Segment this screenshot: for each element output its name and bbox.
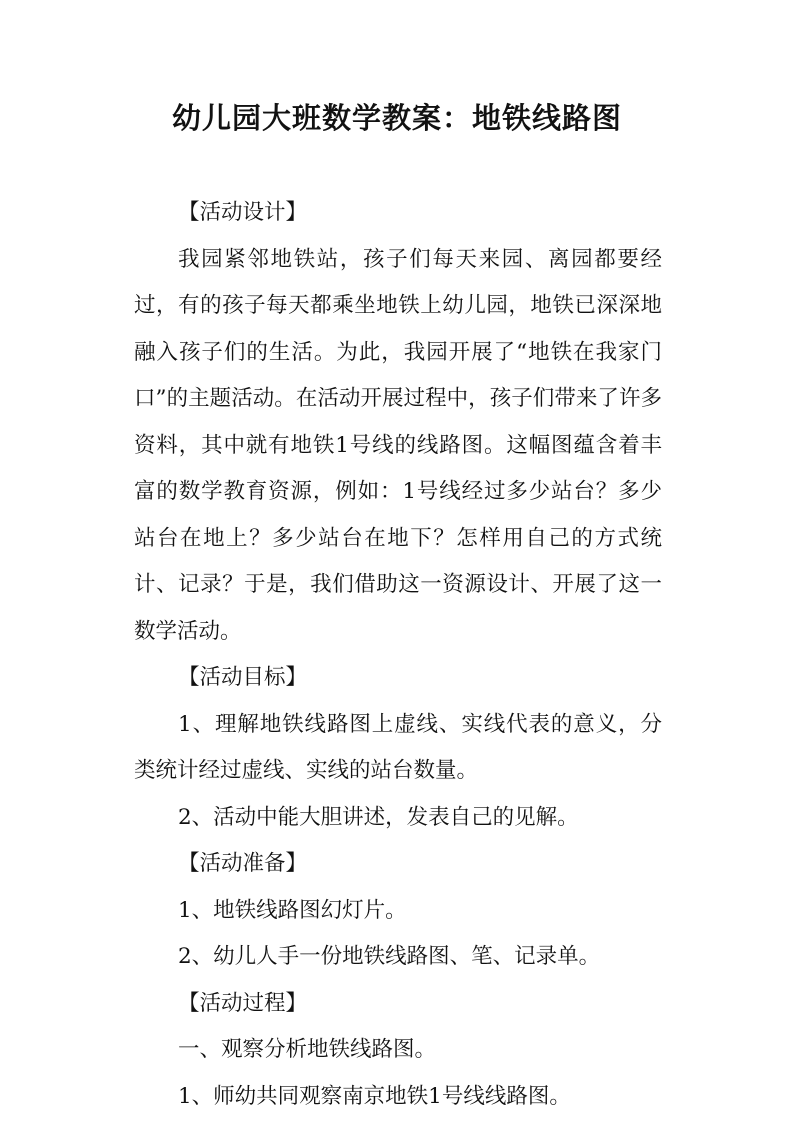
section-heading-activity-process: 【活动过程】 [178,990,308,1016]
section-heading-activity-goals: 【活动目标】 [178,665,308,690]
document-body [134,190,662,1120]
paragraph-preparation-2: 2、幼儿人手一份地铁线路图、笔、记录单。 [178,944,601,969]
paragraph-goal-2: 2、活动中能大胆讲述，发表自己的见解。 [178,804,579,830]
page-title: 幼儿园大班数学教案：地铁线路图 [171,101,622,135]
section-heading-activity-preparation: 【活动准备】 [178,851,308,876]
paragraph-process-step-1: 一、观察分析地铁线路图。 [178,1037,437,1062]
paragraph-goal-1: 1、理解地铁线路图上虚线、实线代表的意义，分类统计经过虚线、实线的站台数量。 [134,711,662,783]
paragraph-preparation-1: 1、地铁线路图幻灯片。 [178,897,407,923]
section-heading-activity-design: 【活动设计】 [178,200,308,225]
paragraph-process-substep-1: 1、师幼共同观察南京地铁1号线线路图。 [178,1083,571,1109]
paragraph-activity-design: 我园紧邻地铁站，孩子们每天来园、离园都要经过，有的孩子每天都乘坐地铁上幼儿园，地铁已深深地融入孩子们的生活。为此，我园开展了“地铁在我家门口”的主题活动。在活动开展过程中，孩子们带来了许多资料，其中就有地铁1号线的线路图。这幅图蕴含着丰富的数学教育资源，例如：1号线经过多少站台？多少站台在地上？多少站台在地下？怎样用自己的方式统计、记录？于是，我们借助这一资源设计、开展了这一数学活动。 [134,246,662,644]
